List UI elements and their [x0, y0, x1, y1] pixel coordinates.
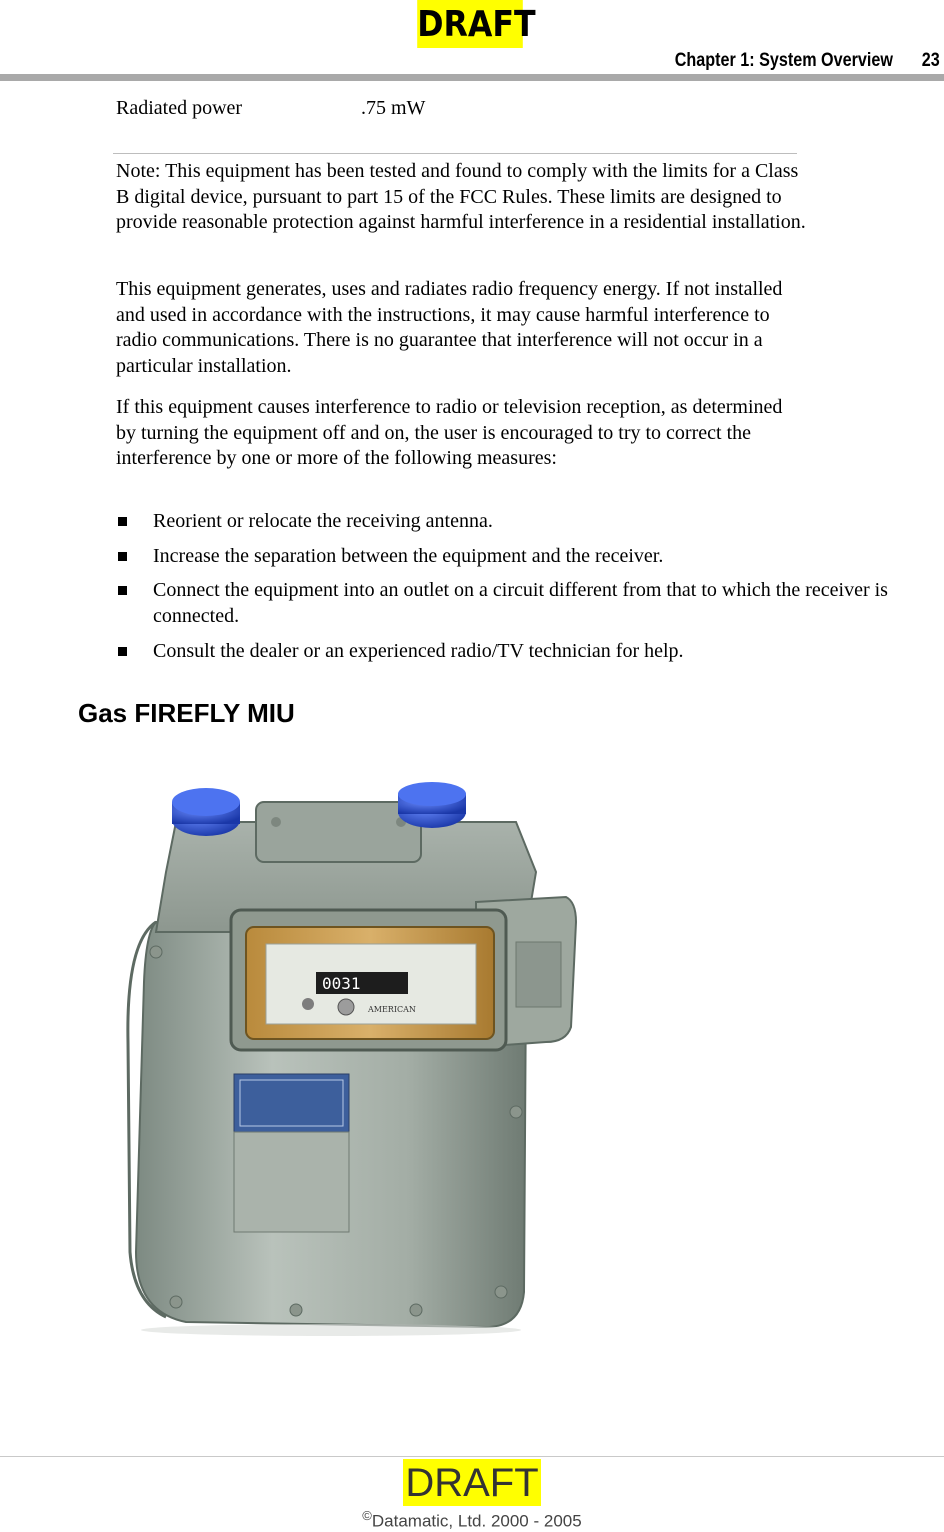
bullet-square-icon — [118, 552, 127, 561]
list-item — [116, 639, 916, 665]
paragraph-measures: If this equipment causes interference to radio or television reception, as determined by turning the equipment off and on, the user is encouraged to try to correct the interference by one or more of the following measures: — [116, 396, 783, 470]
copyright-notice — [0, 1508, 944, 1532]
paragraph-fcc-note: Note: This equipment has been tested and found to comply with the limits for a Class B digital device, pursuant to part 15 of the FCC Rules. These limits are designed to provide reasonable protection against harmful interference in a residential installation. — [116, 160, 806, 234]
list-item-text: Consult the dealer or an experienced radio/TV technician for help. — [153, 639, 684, 662]
bullet-square-icon — [118, 517, 127, 526]
paragraph-rf-energy: This equipment generates, uses and radiates radio frequency energy. If not installed and used in accordance with the instructions, it may cause harmful interference to radio communications. There is no guarantee that interference will not occur in a particular installation. — [116, 278, 783, 378]
list-item — [116, 509, 916, 535]
header-rule — [0, 74, 944, 81]
list-item-text: Increase the separation between the equipment and the receiver. — [153, 544, 664, 567]
list-item-text: Connect the equipment into an outlet on a circuit different from that to which the receiver is connected. — [153, 579, 888, 628]
meter-dial-label: AMERICAN — [368, 1005, 416, 1014]
bullet-square-icon — [118, 586, 127, 595]
copyright-symbol: © — [362, 1508, 372, 1523]
list-item-text: Reorient or relocate the receiving antenna. — [153, 510, 493, 532]
section-title: Gas FIREFLY MIU — [78, 698, 295, 728]
draft-watermark-bottom: DRAFT — [403, 1459, 541, 1506]
copyright-text: Datamatic, Ltd. 2000 - 2005 — [371, 1511, 582, 1531]
list-item — [116, 578, 916, 629]
gas-meter-photo — [116, 782, 586, 1342]
measures-list — [116, 509, 916, 674]
page-number: 23 — [922, 50, 940, 71]
chapter-title: Chapter 1: System Overview — [674, 50, 894, 71]
bullet-square-icon — [118, 647, 127, 656]
footer-rule — [0, 1456, 944, 1457]
spec-row-radiated-power — [116, 97, 426, 120]
spec-label: Radiated power — [116, 97, 243, 119]
list-item — [116, 544, 916, 570]
running-header — [675, 50, 940, 72]
draft-watermark-top: DRAFT — [417, 0, 523, 48]
spec-value: .75 mW — [361, 97, 426, 119]
note-divider — [113, 153, 797, 154]
meter-counter-digits: 0031 — [322, 974, 361, 993]
